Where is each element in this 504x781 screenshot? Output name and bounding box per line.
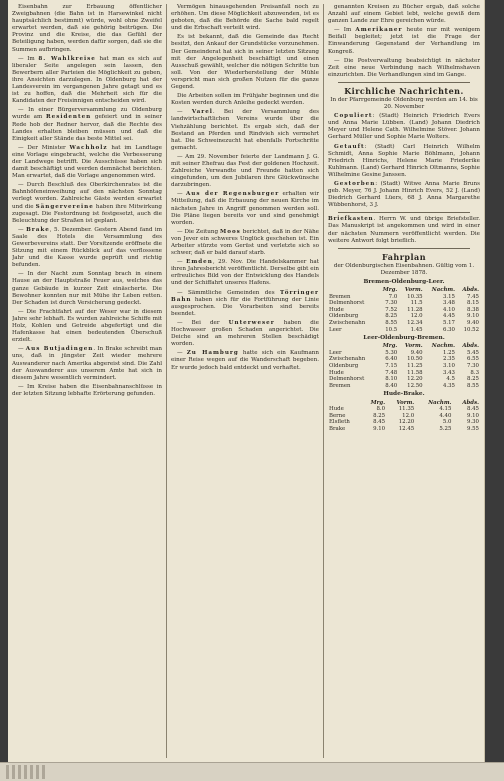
column-1 [12, 4, 162, 758]
paragraph: Copuliert: (Stadt) Heinrich Friedrich Evers und Anna Marie Lübben. (Land) Johann Diedrich Meyer und Helene Cath. Wilhelmine Stöver. Johann Gerhard Müller und Sophie Marie Wolters. [328, 113, 480, 141]
timetable-table [328, 400, 480, 433]
departure-time: 8.10 [385, 376, 398, 383]
departure-time: 12.45 [398, 425, 415, 432]
departure-time: 8.25 [385, 313, 398, 320]
departure-time: 10.50 [407, 356, 423, 363]
departure-time: 7.30 [466, 363, 479, 370]
timetable-header-row [328, 400, 480, 407]
emphasis: Amerikaner [355, 27, 403, 34]
timetable-heading: Fahrplan [381, 251, 427, 262]
station-name: Oldenburg [329, 363, 359, 370]
timetable-row [328, 307, 480, 314]
emphasis: Aus der Regensburger [185, 191, 280, 198]
station-name: Bremen [329, 293, 351, 300]
departure-time: 8.55 [466, 382, 479, 389]
timetable-header-cell: Vorm. [396, 399, 415, 406]
paragraph: — Varel. Bei der Versammlung des landwirtschaftlichen Vereins wurde über die Viehzählung berichtet. Es ergab sich, daß der Bestand an Pferden und Rindvieh sich vermehrt hat. Die Schweinezucht hat ebenfalls Fortschritte gemacht. [171, 109, 319, 151]
paragraph: — In der Nacht zum Sonntag brach in einem Hause an der Hauptstraße Feuer aus, welches das ganze Gebäude in kurzer Zeit einäscherte. Die Bewohner konnten nur mit Mühe ihr Leben retten. Der Schaden ist durch Versicherung gedeckt. [12, 271, 162, 306]
timetable-header-cell: Mrg. [370, 399, 386, 406]
timetable-route-title: Leer-Oldenburg-Bremen. [363, 335, 445, 342]
place-name: Emden [186, 259, 213, 266]
emphasis: Törringer Bahn [171, 289, 319, 303]
place-name: Varel [191, 109, 213, 116]
column-rule [166, 4, 167, 758]
departure-time: 9.40 [410, 349, 423, 356]
timetable-row [328, 426, 480, 433]
departure-time: 4.40 [439, 412, 452, 419]
station-name: Leer [329, 326, 342, 333]
station-name: Brake [329, 425, 346, 432]
timetable-header-cell: Vorm. [404, 287, 423, 293]
departure-time: 5.30 [385, 349, 398, 356]
column-rule [323, 4, 324, 758]
timetable-header-cell: Vorm. [404, 343, 423, 350]
paragraph: — Zu Hamburg hatte sich ein Kaufmann einer Reise wegen auf die Wanderschaft begeben. Er wurde jedoch bald entdeckt und verhaftet. [171, 350, 319, 371]
departure-time: 8.15 [466, 300, 479, 307]
station-name: Oldenburg [329, 313, 359, 320]
paragraph: — In einer Bürgerversammlung zu Oldenburg wurde am Residenten gefeiert und in seiner Rede hob der Redner hervor, daß die Rechte des Landes erhalten bleiben müssen und daß die Einigkeit aller Stände das beste Mittel sei. [12, 107, 162, 142]
departure-time: 7.30 [385, 300, 398, 307]
departure-time: 5.0 [442, 419, 452, 426]
scan-footer-strip [0, 762, 504, 781]
emphasis: Sängervereine [35, 203, 94, 210]
section-heading-church: Kirchliche Nachrichten. [344, 85, 464, 96]
timetable-header-cell [328, 343, 377, 350]
timetable-row [328, 370, 480, 377]
paragraph: — Durch Beschluß des Oberkirchenrates ist die Bahnhöfeneinweihung auf den nächsten Sonntag verlegt worden. Zahlreiche Gäste werden erwartet und die Sängervereine haben ihre Mitwirkung zugesagt. Die Festordnung ist festgesetzt, auch die Beleuchtung der Straßen ist geplant. [12, 182, 162, 224]
departure-time: 8.45 [466, 406, 479, 413]
departure-time: 12.50 [407, 382, 423, 389]
timetable-header-cell: Nachm. [428, 399, 452, 406]
departure-time: 12.20 [407, 376, 423, 383]
paragraph: — Im Amerikaner heute nur mit wenigem Beifall begleitet; jetzt ist die Frage der Einwanderung Gegenstand der Verhandlung im Kongreß. [328, 27, 480, 55]
departure-time: 4.45 [442, 313, 455, 320]
timetable-row [328, 313, 480, 320]
emphasis: Moos [220, 228, 241, 235]
paragraph: — Die Frachtfahrt auf der Weser war in diesem Jahre sehr lebhaft. Es wurden zahlreiche Schiffe mit Holz, Kohlen und Getreide abgefertigt und die Hafenkasse hat einen bedeutenden Überschuß erzielt. [12, 308, 162, 344]
timetable-row [328, 356, 480, 363]
timetable-header-cell: Abds. [462, 287, 479, 293]
emphasis: Getauft [334, 143, 365, 150]
paragraph: Getauft: (Stadt) Carl Heinrich Wilhelm Schmidt, Anna Sophie Marie Böhlmann, Johann Friedrich Hinrichs, Helene Marie Friederike Kuhlmann. (Land) Gerhard Hinrich Oltmanns, Sophie Wilhelmine Gesine Janssen. [328, 143, 480, 178]
place-name: Brake [26, 226, 50, 233]
timetable-row [328, 419, 480, 426]
departure-time: 1.45 [410, 326, 423, 333]
departure-time: 10.35 [407, 293, 423, 300]
timetable-header-cell: Nachm. [431, 343, 455, 350]
emphasis: Unterweser [228, 319, 275, 326]
departure-time: 7.48 [385, 369, 398, 376]
departure-time: 4.10 [442, 306, 455, 313]
station-name: Elsfleth [329, 419, 350, 426]
station-name: Hude [329, 306, 344, 313]
paragraph: — Bei der Unterweser haben die Hochwasser großen Schaden angerichtet. Die Deiche sind an mehreren Stellen beschädigt worden. [171, 319, 319, 348]
departure-time: 8.25 [466, 376, 479, 383]
departure-time: 6.55 [466, 356, 479, 363]
paragraph: Eisenbahn zur Erbauung öffentlicher Zweigbahnen (die Bahn ist in Harsewinkel nicht hauptsächlich bestimmt) würde, wohl ohne Zweifel erwartet werden, daß sie gehörig beitrügen. Die Provinz und die Kreise, die das Gefühl der Beteiligung haben, werden dafür sorgen, daß sie die Summen aufbringen. [12, 4, 162, 53]
departure-time: 9.10 [466, 313, 479, 320]
newspaper-page [8, 0, 485, 762]
departure-time: 11.58 [407, 369, 423, 376]
departure-time: 11.5 [410, 300, 423, 307]
departure-time: 4.5 [446, 376, 455, 383]
emphasis: Residenten [45, 114, 92, 121]
departure-time: 8.3 [470, 369, 479, 376]
paragraph: Gestorben: (Stadt) Witwe Anna Marie Bruns geb. Meyer, 76 J. Johann Hinrich Evers, 52 J. (Land) Diedrich Gerhard Lüers, 68 J. Anna Margarethe Wübbenhorst, 3 J. [328, 180, 480, 209]
departure-time: 11.28 [407, 306, 423, 313]
departure-time: 12.0 [402, 412, 415, 419]
column-3 [328, 4, 480, 758]
timetable-row [328, 320, 480, 327]
timetable-header-cell: Abds. [462, 343, 479, 350]
column-2 [171, 4, 319, 758]
paragraph: genannten Kreisen zu Bücher ergab, daß solche Anzahl auf einem Gebiet lebt, welche gewiß dem ganzen Lande zur Ehre gereichen würde. [328, 4, 480, 25]
departure-time: 8.45 [373, 419, 386, 426]
departure-time: 4.35 [442, 382, 455, 389]
timetable-row [328, 363, 480, 370]
paragraph: Vermögen hinausgehenden Preisanfall noch zu erhöhen. Um diese Möglichkeit abzuwenden, ist es geboten, daß die Behörde die Sache bald regelt und die Erbschaft verteilt wird. [171, 4, 319, 32]
timetable-route-title: Bremen-Oldenburg-Leer. [363, 278, 445, 285]
timetable-header-row [328, 287, 480, 294]
departure-time: 12.34 [407, 319, 423, 326]
departure-time: 5.25 [439, 425, 452, 432]
place-name: Zu Hamburg [186, 350, 239, 357]
mailbox-notice: Briefkasten. Herrn W. und übrige Briefsteller. Das Manuskript ist angekommen und wird in einer der nächsten Nummern veröffentlicht werden. Die weitere Antwort folgt brieflich. [328, 216, 480, 244]
station-name: Zwischenahn [329, 319, 366, 326]
departure-time: 1.25 [442, 349, 455, 356]
paragraph: — Am 29. November feierte der Landmann J. G. mit seiner Ehefrau das Fest der goldenen Hochzeit. Zahlreiche Verwandte und Freunde hatten sich eingefunden, um den Jubilaren ihre Glückwünsche darzubringen. [171, 153, 319, 189]
station-name: Zwischenahn [329, 356, 366, 363]
paragraph: — Die Zeitung Moos berichtet, daß in der Nähe von Jever ein schweres Unglück geschehen ist. Ein Arbeiter stürzte vom Gerüst und verletzte sich so schwer, daß er bald darauf starb. [171, 228, 319, 257]
departure-time: 8.55 [385, 319, 398, 326]
departure-time: 9.10 [373, 425, 386, 432]
section-divider [338, 248, 470, 249]
departure-time: 4.15 [439, 406, 452, 413]
emphasis: 8. Wahlkreise [38, 55, 96, 62]
station-name: Hude [329, 406, 344, 413]
timetable-header-cell [328, 287, 377, 294]
departure-time: 6.40 [385, 356, 398, 363]
departure-time: 9.30 [466, 419, 479, 426]
timetable-header-cell: Mrg. [382, 287, 398, 293]
departure-time: 3.43 [442, 369, 455, 376]
paragraph: — Im 8. Wahlkreise hat man es sich auf liberaler Seite angelegen sein lassen, den Bewerbern aller Parteien die Möglichkeit zu geben, ihre Ansichten darzulegen. In Oldenburg hat der Landesverein im vergangenen Jahre getagt und es ist zu hoffen, daß die Mehrheit sich für die Kandidaten der Freisinnigen entscheiden wird. [12, 55, 162, 105]
departure-time: 11.35 [398, 406, 415, 413]
section-subheading: In der Pfarrgemeinde Oldenburg werden am 14. bis 20. November [330, 96, 478, 111]
paragraph: — Aus der Regensburger erhalten wir Mitteilung, daß die Erbauung der neuen Kirche im nächsten Jahre in Angriff genommen werden soll. Die Pläne liegen bereits vor und sind genehmigt worden. [171, 191, 319, 226]
timetable-table [328, 287, 480, 333]
paragraph: — Aus Butjadingen. In Brake schreibt man uns, daß in jüngster Zeit wieder mehrere Auswanderer nach Amerika abgereist sind. Die Zahl der Auswanderer aus unserem Amte hat sich in diesem Jahre wesentlich vermindert. [12, 346, 162, 381]
departure-time: 9.55 [466, 425, 479, 432]
paragraph: — Im Kreise haben die Eisenbahnanschlüsse in der letzten Sitzung lebhafte Erörterung gefunden. [12, 383, 162, 397]
departure-time: 8.40 [385, 382, 398, 389]
departure-time: 10.5 [385, 326, 398, 333]
departure-time: 7.45 [466, 293, 479, 300]
departure-time: 8.0 [376, 406, 386, 413]
departure-time: 8.25 [373, 412, 386, 419]
departure-time: 3.10 [442, 363, 455, 370]
departure-time: 6.30 [442, 326, 455, 333]
departure-time: 7.0 [388, 293, 398, 300]
departure-time: 9.40 [466, 319, 479, 326]
paragraph: Es ist bekannt, daß die Gemeinde das Recht besitzt, den Ankauf der Grundstücke vorzunehmen. Der Gemeinderat hat sich in seiner letzten Sitzung mit der Angelegenheit beschäftigt und einen Ausschuß gewählt, welcher die nötigen Schritte tun soll. Von der Wiederherstellung der Mühle verspricht man sich großen Nutzen für die ganze Gegend. [171, 34, 319, 91]
departure-time: 3.48 [442, 300, 455, 307]
paragraph: — Der Minister Wachholz hat im Landtage eine Vorlage eingebracht, welche die Verbesserung der Landwege betrifft. Die Ausschüsse haben sich damit beschäftigt und werden demnächst berichten. Man erwartet, daß die Vorlage angenommen wird. [12, 144, 162, 180]
station-name: Berne [329, 412, 346, 419]
timetable-row [328, 327, 480, 334]
departure-time: 3.15 [442, 293, 455, 300]
paragraph: — Sämmtliche Gemeinden des Törringer Bahn haben sich für die Fortführung der Linie ausgesprochen. Die Vorarbeiten sind bereits beendet. [171, 289, 319, 317]
station-name: Bremen [329, 382, 351, 389]
timetable-table [328, 343, 480, 389]
departure-time: 12.20 [398, 419, 415, 426]
timetable-header-row [328, 343, 480, 350]
timetable-header-cell: Mrg. [382, 343, 398, 350]
departure-time: 7.15 [385, 363, 398, 370]
timetable-row [328, 300, 480, 307]
emphasis: Gestorben [334, 180, 376, 187]
timetable-row [328, 413, 480, 420]
emphasis: Wachholz [69, 144, 108, 151]
place-name: Aus Butjadingen [25, 346, 94, 353]
station-name: Hude [329, 369, 344, 376]
timetable-row [328, 350, 480, 357]
timetable-route-title: Hude-Brake. [383, 391, 425, 398]
paragraph: Die Arbeiten sollen im Frühjahr beginnen und die Kosten werden durch Anleihe gedeckt werden. [171, 93, 319, 107]
departure-time: 5.17 [442, 319, 455, 326]
station-name: Delmenhorst [329, 300, 365, 307]
timetable-row [328, 383, 480, 390]
timetable-subheading: der Oldenburgischen Eisenbahnen. Gültig vom 1. Dezember 1878. [333, 262, 475, 276]
timetable-header-cell [328, 400, 362, 407]
paragraph: — Brake, 5. Dezember. Gestern Abend fand im Saale des Hotels die Versammlung des Gewerbevereins statt. Der Vorsitzende eröffnete die Sitzung mit einem Rückblick auf das verflossene Jahr und die Kasse wurde geprüft und richtig befunden. [12, 226, 162, 269]
paragraph: — Die Postverwaltung beabsichtigt in nächster Zeit eine neue Verbindung nach Wilhelmshaven einzurichten. Die Verhandlungen sind im Gange. [328, 57, 480, 78]
section-divider [338, 212, 470, 213]
departure-time: 11.25 [407, 363, 423, 370]
mailbox-heading: Briefkasten [328, 216, 374, 223]
library-logo-icon [6, 765, 46, 779]
departure-time: 7.52 [385, 306, 398, 313]
departure-time: 8.38 [466, 306, 479, 313]
timetable-header-cell: Nachm. [431, 287, 455, 293]
timetable-row [328, 376, 480, 383]
departure-time: 12.0 [410, 313, 423, 320]
timetable-row [328, 406, 480, 413]
paragraph: — Emden, 29. Nov. Die Handelskammer hat ihren Jahresbericht veröffentlicht. Derselbe gibt ein erfreuliches Bild von der Entwicklung des Handels und der Schiffahrt unseres Hafens. [171, 259, 319, 287]
emphasis: Copuliert [334, 113, 373, 120]
station-name: Leer [329, 349, 342, 356]
section-divider [338, 82, 470, 83]
timetable-row [328, 294, 480, 301]
timetable-header-cell: Abds. [462, 399, 479, 406]
departure-time: 5.45 [466, 349, 479, 356]
station-name: Delmenhorst [329, 376, 365, 383]
departure-time: 9.10 [466, 412, 479, 419]
departure-time: 2.35 [442, 356, 455, 363]
departure-time: 10.52 [463, 326, 479, 333]
